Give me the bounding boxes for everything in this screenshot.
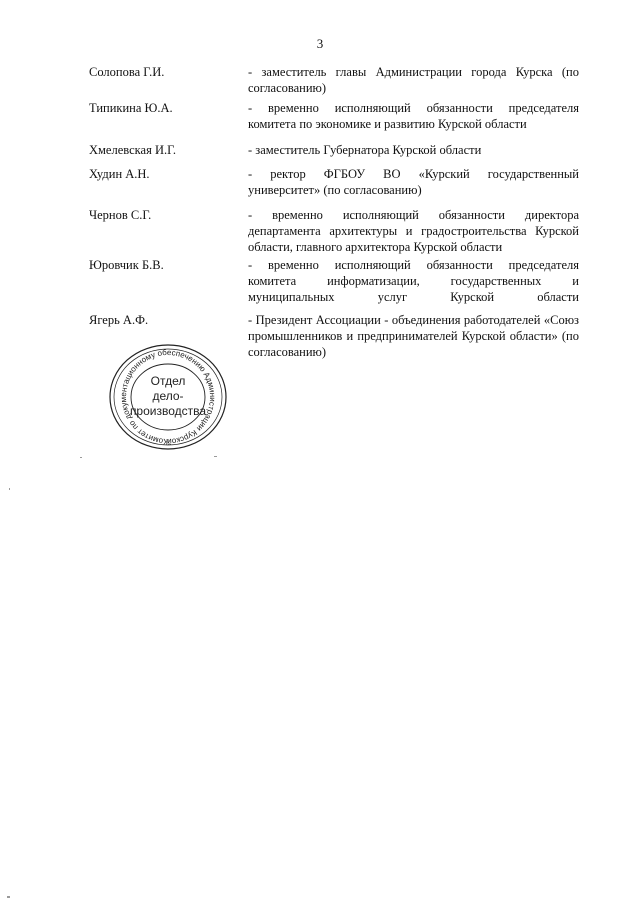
scan-mark: [9, 488, 10, 490]
seal-inner-line: дело-: [152, 389, 184, 403]
scan-mark: [80, 457, 82, 458]
member-name: Чернов С.Г.: [89, 208, 152, 222]
member-role: - временно исполняющий обязанности директора департамента архитектуры и градостроительства Курской области, главного архитектора Курской области: [248, 208, 579, 254]
department-seal-stamp: [100, 337, 236, 451]
member-role: - временно исполняющий обязанности председателя комитета информатизации, государственных и муниципальных услуг Курской области: [248, 258, 579, 304]
member-name: Солопова Г.И.: [89, 65, 165, 79]
member-role: - заместитель Губернатора Курской области: [248, 143, 482, 157]
seal-inner-line: Отдел: [150, 374, 186, 388]
member-name: Типикина Ю.А.: [89, 101, 173, 115]
seal-outer-text: Комитет по документационному обеспечению Администрации Курской: [118, 347, 218, 447]
seal-inner-line: производства: [129, 404, 207, 418]
member-role: - временно исполняющий обязанности председателя комитета по экономике и развитию Курской области: [248, 101, 579, 131]
member-role: - заместитель главы Администрации города Курска (по согласованию): [248, 65, 579, 95]
member-name: Хмелевская И.Г.: [89, 143, 177, 157]
seal-graphic: [100, 337, 236, 451]
member-role: - ректор ФГБОУ ВО «Курский государственный университет» (по согласованию): [248, 167, 579, 197]
scan-mark: [7, 896, 10, 898]
member-name: Худин А.Н.: [89, 167, 150, 181]
scan-mark: [214, 456, 217, 457]
member-name: Юровчик Б.В.: [89, 258, 164, 272]
page-number: 3: [316, 36, 324, 51]
member-role: - Президент Ассоциации - объединения работодателей «Союз промышленников и предпринимателей Курской области» (по согласованию): [248, 313, 579, 359]
member-name: Ягерь А.Ф.: [89, 313, 149, 327]
